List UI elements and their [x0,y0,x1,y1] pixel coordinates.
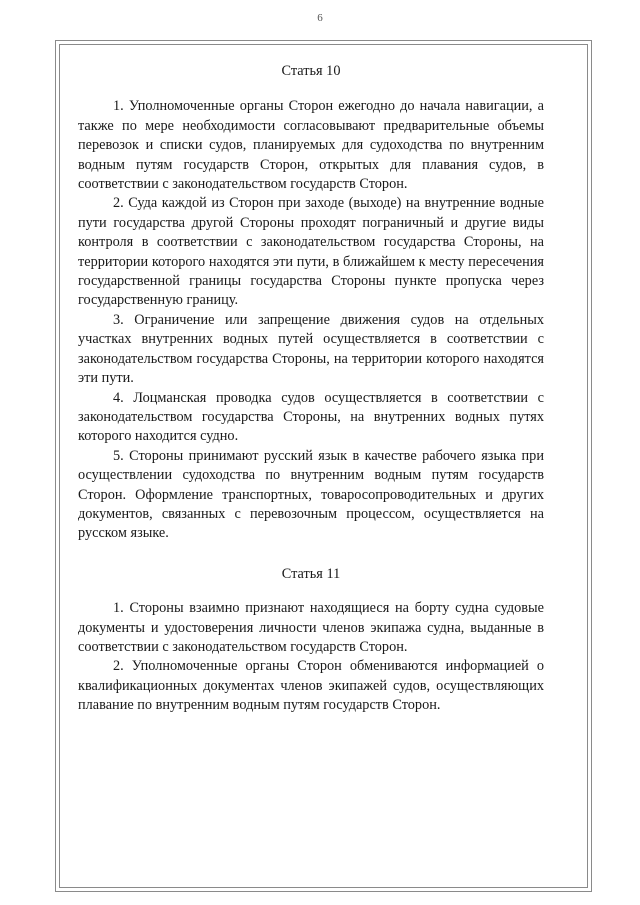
article-10-heading: Статья 10 [281,63,341,79]
article-10-paragraph-3: 3. Ограничение или запрещение движения судов на отдельных участках внутренних водных путей осуществляется в соответствии с законодательством государства Стороны, на территории которого находятся эти пути. [78,311,544,387]
article-10-paragraph-2: 2. Суда каждой из Сторон при заходе (выходе) на внутренние водные пути государства другой Стороны проходят пограничный и другие виды контроля в соответствии с законодательством государства Стороны, на территории которого находятся эти пути, в ближайшем к месту пересечения государственной границы государства Стороны пункте пропуска через государственную границу. [78,195,544,309]
article-10-paragraph-5: 5. Стороны принимают русский язык в качестве рабочего языка при осуществлении судоходства по внутренним водным путям государств Сторон. Оформление транспортных, товаросопроводительных и других документов, связанных с перевозочным процессом, осуществляется на русском языке. [78,447,544,542]
article-11-paragraph-1: 1. Стороны взаимно признают находящиеся на борту судна судовые документы и удостоверения личности членов экипажа судна, выданные в соответствии с законодательством государств Сторон. [78,600,544,655]
page-number: 6 [317,12,323,24]
article-10-paragraph-4: 4. Лоцманская проводка судов осуществляется в соответствии с законодательством государства Стороны, на внутренних водных путях которого находится судно. [78,389,544,445]
article-11-paragraph-2: 2. Уполномоченные органы Сторон обмениваются информацией о квалификационных документах членов экипажей судов, осуществляющих плавание по внутренним водным путям государств Сторон. [78,658,544,714]
article-10-paragraph-1: 1. Уполномоченные органы Сторон ежегодно до начала навигации, а также по мере необходимости согласовывают предварительные объемы перевозок и списки судов, планируемых для судоходства по внутренним водным путям государств Сторон, открытых для плавания судов, в соответствии с законодательством государств Сторон. [78,98,544,193]
article-11-heading: Статья 11 [281,565,341,582]
document-body [78,62,544,716]
